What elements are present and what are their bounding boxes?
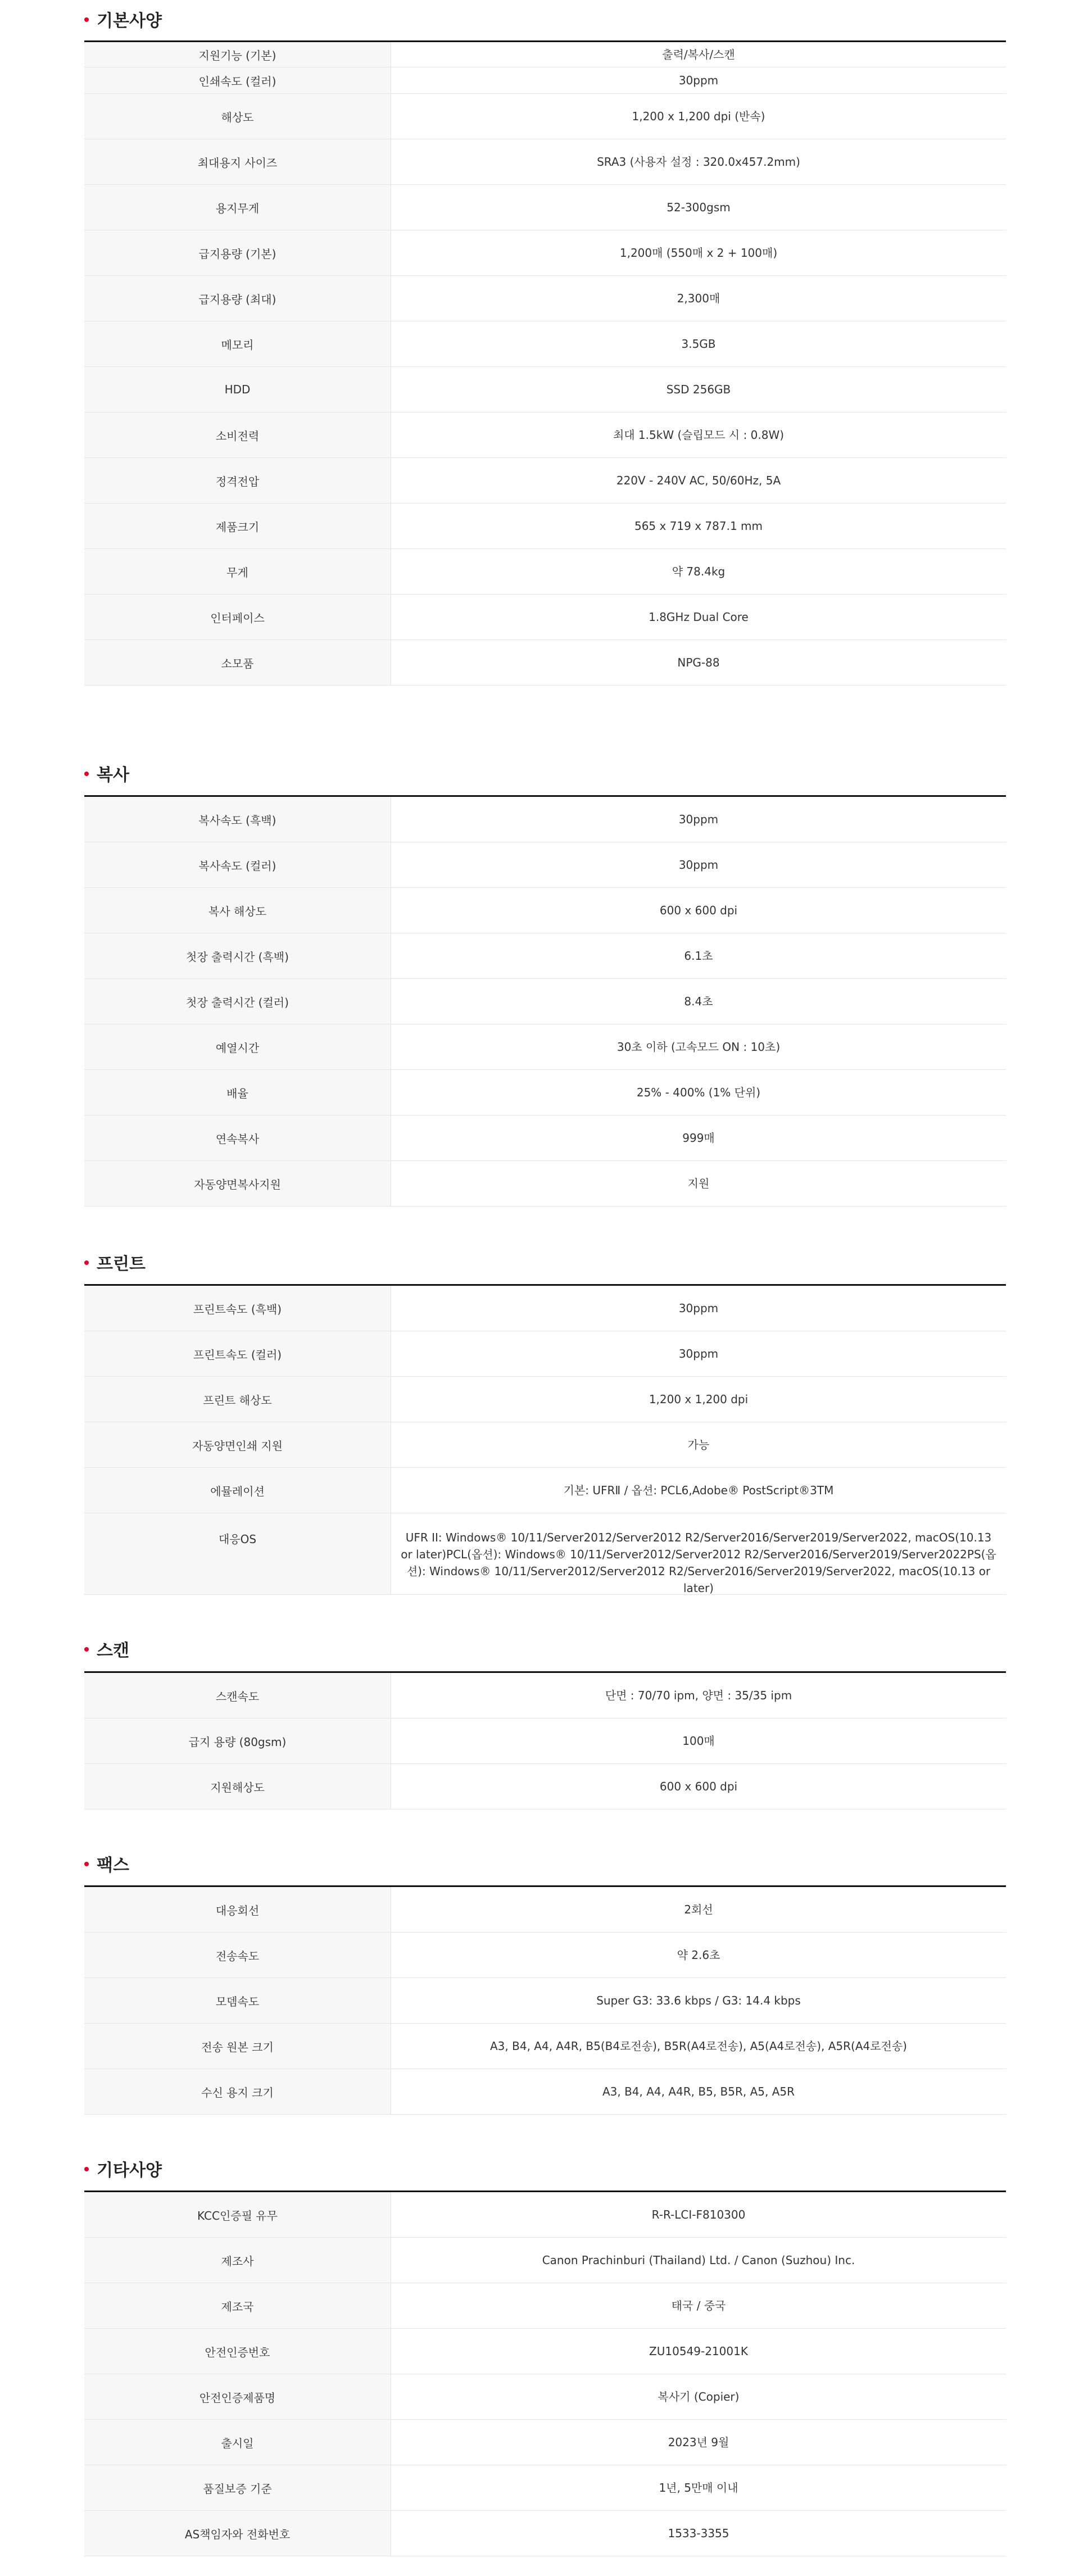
spec-value: 1,200매 (550매 x 2 + 100매) bbox=[619, 246, 778, 260]
section-title-copy: 복사 bbox=[84, 764, 129, 787]
spec-table-etc bbox=[84, 2190, 1006, 2556]
table-row bbox=[84, 1070, 1006, 1115]
spec-value: 30ppm bbox=[678, 1301, 719, 1315]
table-row bbox=[84, 1422, 1006, 1468]
spec-label: 품질보증 기준 bbox=[84, 2465, 391, 2510]
table-row bbox=[84, 1933, 1006, 1978]
spec-value: ZU10549-21001K bbox=[649, 2344, 748, 2358]
spec-label: 급지 용량 (80gsm) bbox=[84, 1718, 391, 1763]
table-row bbox=[84, 1377, 1006, 1422]
spec-label: 용지무게 bbox=[84, 185, 391, 230]
spec-value: 2023년 9월 bbox=[668, 2436, 729, 2449]
spec-label: 제품크기 bbox=[84, 504, 391, 548]
table-row bbox=[84, 979, 1006, 1024]
section-title-print: 프린트 bbox=[84, 1253, 146, 1276]
spec-value: 가능 bbox=[687, 1438, 710, 1452]
table-row bbox=[84, 1887, 1006, 1933]
table-row bbox=[84, 1468, 1006, 1513]
table-row bbox=[84, 276, 1006, 321]
spec-value: 220V - 240V AC, 50/60Hz, 5A bbox=[616, 474, 781, 487]
spec-value: 30ppm bbox=[678, 858, 719, 872]
spec-value: 30초 이하 (고속모드 ON : 10초) bbox=[616, 1040, 781, 1054]
spec-label: 전송 원본 크기 bbox=[84, 2024, 391, 2069]
spec-label: 자동양면인쇄 지원 bbox=[84, 1422, 391, 1467]
spec-value: 지원 bbox=[687, 1177, 710, 1190]
spec-label: 프린트 해상도 bbox=[84, 1377, 391, 1422]
spec-label: 에뮬레이션 bbox=[84, 1468, 391, 1513]
table-row bbox=[84, 458, 1006, 504]
spec-label: 자동양면복사지원 bbox=[84, 1161, 391, 1206]
table-row bbox=[84, 1286, 1006, 1331]
spec-table-basic bbox=[84, 40, 1006, 686]
spec-label: 인터페이스 bbox=[84, 595, 391, 640]
bullet-dot-icon bbox=[84, 1260, 89, 1265]
spec-label: 메모리 bbox=[84, 321, 391, 366]
spec-table-scan bbox=[84, 1671, 1006, 1809]
table-row bbox=[84, 2192, 1006, 2238]
table-row bbox=[84, 94, 1006, 139]
spec-label: 제조국 bbox=[84, 2283, 391, 2328]
spec-label: 연속복사 bbox=[84, 1115, 391, 1160]
table-row bbox=[84, 67, 1006, 94]
spec-value: 약 2.6초 bbox=[677, 1948, 720, 1962]
table-row bbox=[84, 42, 1006, 67]
spec-value: SRA3 (사용자 설정 : 320.0x457.2mm) bbox=[597, 155, 800, 169]
table-row bbox=[84, 2283, 1006, 2329]
table-row bbox=[84, 1764, 1006, 1809]
table-row bbox=[84, 1978, 1006, 2024]
table-row bbox=[84, 1024, 1006, 1070]
table-row bbox=[84, 2329, 1006, 2374]
spec-value: 8.4초 bbox=[684, 995, 713, 1008]
spec-label: 모뎀속도 bbox=[84, 1978, 391, 2023]
spec-label: 최대용지 사이즈 bbox=[84, 139, 391, 184]
spec-value: 2,300매 bbox=[677, 292, 720, 305]
table-row bbox=[84, 2374, 1006, 2420]
spec-label: 출시일 bbox=[84, 2420, 391, 2465]
bullet-dot-icon bbox=[84, 2167, 89, 2171]
spec-value: 2회선 bbox=[684, 1903, 713, 1916]
table-row bbox=[84, 888, 1006, 933]
spec-label: 안전인증번호 bbox=[84, 2329, 391, 2374]
table-row bbox=[84, 367, 1006, 412]
spec-value: 30ppm bbox=[678, 1347, 719, 1360]
spec-value: 1,200 x 1,200 dpi (반속) bbox=[632, 110, 765, 123]
table-row bbox=[84, 2238, 1006, 2283]
spec-value: A3, B4, A4, A4R, B5, B5R, A5, A5R bbox=[602, 2085, 795, 2098]
spec-value: 약 78.4kg bbox=[672, 565, 726, 578]
spec-value: 30ppm bbox=[678, 74, 719, 87]
table-row bbox=[84, 1161, 1006, 1207]
spec-table-fax bbox=[84, 1885, 1006, 2115]
table-row bbox=[84, 1513, 1006, 1595]
spec-value: 1년, 5만매 이내 bbox=[659, 2481, 738, 2495]
spec-value: 52-300gsm bbox=[667, 201, 731, 214]
bullet-dot-icon bbox=[84, 17, 89, 22]
table-row bbox=[84, 842, 1006, 888]
section-title-scan: 스캔 bbox=[84, 1640, 129, 1662]
spec-label: 정격전압 bbox=[84, 458, 391, 503]
spec-label: 무게 bbox=[84, 549, 391, 594]
spec-label: 수신 용지 크기 bbox=[84, 2069, 391, 2114]
spec-label: 제조사 bbox=[84, 2238, 391, 2283]
table-row bbox=[84, 321, 1006, 367]
spec-value: 복사기 (Copier) bbox=[658, 2390, 740, 2403]
spec-label: 배율 bbox=[84, 1070, 391, 1115]
table-row bbox=[84, 2465, 1006, 2511]
spec-value: 600 x 600 dpi bbox=[659, 1780, 738, 1793]
spec-value: 1533-3355 bbox=[668, 2527, 729, 2540]
spec-label: 급지용량 (기본) bbox=[84, 230, 391, 275]
spec-label: 복사속도 (컬러) bbox=[84, 842, 391, 887]
spec-label: AS책임자와 전화번호 bbox=[84, 2511, 391, 2556]
bullet-dot-icon bbox=[84, 1647, 89, 1652]
spec-table-copy bbox=[84, 795, 1006, 1207]
table-row bbox=[84, 1331, 1006, 1377]
spec-label: 소비전력 bbox=[84, 412, 391, 457]
spec-value: 6.1초 bbox=[684, 949, 713, 963]
table-row bbox=[84, 595, 1006, 640]
table-row bbox=[84, 549, 1006, 595]
table-row bbox=[84, 2024, 1006, 2069]
table-row bbox=[84, 412, 1006, 458]
spec-value: 25% - 400% (1% 단위) bbox=[636, 1086, 761, 1099]
spec-value: UFR II: Windows® 10/11/Server2012/Server2012 R2/Server2016/Server2019/Server2022, macOS(10.13 or later)PCL(옵션): Windows® 10/11/Server2012/Server2012 R2/Server2016/Server2019/Server2022PS(옵션): Windows® 10/11/Server2012/Server2012 R2/Server2016/Server2019/Server2022, macOS(10.13 or later) bbox=[401, 1531, 996, 1595]
spec-label: KCC인증필 유무 bbox=[84, 2192, 391, 2237]
spec-label: 프린트속도 (흑백) bbox=[84, 1286, 391, 1331]
spec-value: 1.8GHz Dual Core bbox=[649, 610, 749, 624]
spec-label: 첫장 출력시간 (컬러) bbox=[84, 979, 391, 1024]
spec-label: 전송속도 bbox=[84, 1933, 391, 1978]
table-row bbox=[84, 2069, 1006, 2115]
spec-table-print bbox=[84, 1284, 1006, 1595]
spec-label: 안전인증제품명 bbox=[84, 2374, 391, 2419]
spec-label: HDD bbox=[84, 367, 391, 412]
spec-label: 복사 해상도 bbox=[84, 888, 391, 933]
spec-value: 단면 : 70/70 ipm, 양면 : 35/35 ipm bbox=[605, 1689, 792, 1702]
table-row bbox=[84, 504, 1006, 549]
spec-value: Super G3: 33.6 kbps / G3: 14.4 kbps bbox=[596, 1994, 801, 2007]
table-row bbox=[84, 797, 1006, 842]
bullet-dot-icon bbox=[84, 772, 89, 776]
spec-label: 해상도 bbox=[84, 94, 391, 139]
spec-value: 999매 bbox=[682, 1131, 715, 1145]
spec-value: 출력/복사/스캔 bbox=[662, 48, 735, 61]
table-row bbox=[84, 640, 1006, 686]
bullet-dot-icon bbox=[84, 1862, 89, 1866]
section-title-fax: 팩스 bbox=[84, 1854, 129, 1877]
spec-label: 스캔속도 bbox=[84, 1673, 391, 1718]
spec-value: 기본: UFRⅡ / 옵션: PCL6,Adobe® PostScript®3TM bbox=[563, 1484, 834, 1497]
spec-value: R-R-LCI-F810300 bbox=[651, 2208, 746, 2221]
spec-value: 565 x 719 x 787.1 mm bbox=[634, 519, 763, 533]
spec-value: 1,200 x 1,200 dpi bbox=[649, 1393, 749, 1406]
table-row bbox=[84, 1718, 1006, 1764]
section-title-basic: 기본사양 bbox=[84, 10, 162, 33]
spec-value: 최대 1.5kW (슬립모드 시 : 0.8W) bbox=[613, 428, 785, 442]
spec-label: 지원해상도 bbox=[84, 1764, 391, 1809]
spec-value: NPG-88 bbox=[677, 656, 720, 669]
table-row bbox=[84, 185, 1006, 230]
spec-label: 복사속도 (흑백) bbox=[84, 797, 391, 842]
table-row bbox=[84, 2420, 1006, 2465]
table-row bbox=[84, 230, 1006, 276]
spec-label: 급지용량 (최대) bbox=[84, 276, 391, 321]
table-row bbox=[84, 933, 1006, 979]
spec-value: SSD 256GB bbox=[666, 383, 731, 396]
spec-label: 인쇄속도 (컬러) bbox=[84, 67, 391, 93]
spec-label: 지원기능 (기본) bbox=[84, 42, 391, 67]
spec-value: 태국 / 중국 bbox=[671, 2299, 726, 2312]
spec-label: 대응OS bbox=[84, 1513, 391, 1594]
table-row bbox=[84, 139, 1006, 185]
spec-label: 첫장 출력시간 (흑백) bbox=[84, 933, 391, 978]
spec-value: 600 x 600 dpi bbox=[659, 904, 738, 917]
spec-label: 프린트속도 (컬러) bbox=[84, 1331, 391, 1376]
spec-label: 소모품 bbox=[84, 640, 391, 685]
spec-value: 30ppm bbox=[678, 813, 719, 826]
spec-label: 예열시간 bbox=[84, 1024, 391, 1069]
spec-value: A3, B4, A4, A4R, B5(B4로전송), B5R(A4로전송), A5(A4로전송), A5R(A4로전송) bbox=[490, 2039, 907, 2053]
spec-label: 대응회선 bbox=[84, 1887, 391, 1932]
spec-value: Canon Prachinburi (Thailand) Ltd. / Canon (Suzhou) Inc. bbox=[542, 2253, 855, 2267]
spec-value: 3.5GB bbox=[681, 337, 716, 351]
spec-value: 100매 bbox=[682, 1734, 715, 1748]
table-row bbox=[84, 1673, 1006, 1718]
section-title-etc: 기타사양 bbox=[84, 2160, 162, 2182]
table-row bbox=[84, 2511, 1006, 2556]
table-row bbox=[84, 1115, 1006, 1161]
